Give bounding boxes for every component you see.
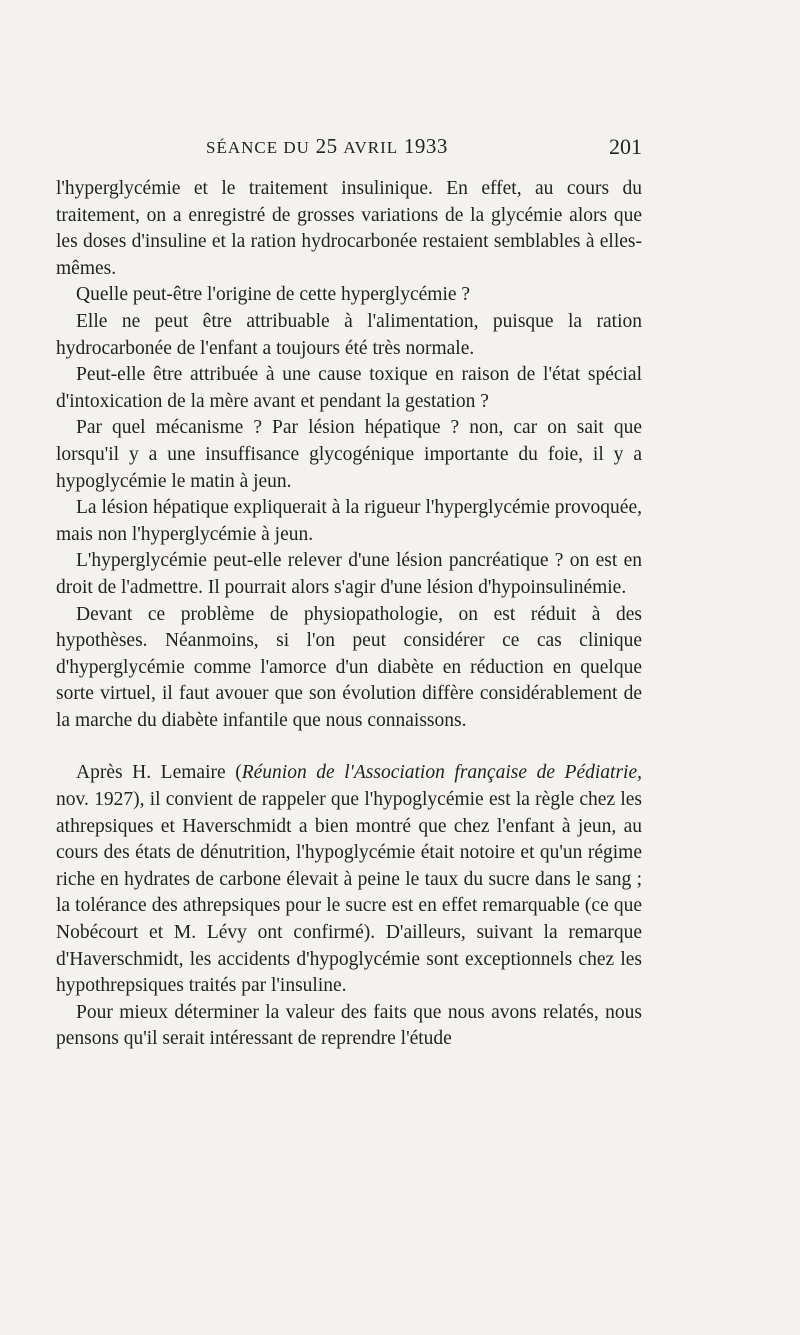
paragraph-final: Pour mieux déterminer la valeur des faits que nous avons relatés, nous pensons qu'il serait intéressant de reprendre l'étude (56, 1001, 642, 1050)
lemaire-citation: Réunion de l'Association française de Pédiatrie, (241, 762, 642, 784)
paragraph-continuation: l'hyperglycémie et le traitement insulinique. En effet, au cours du traitement, on a enregistré de grosses variations de la glycémie alors que les doses d'insuline et la ration hydrocarbonée restaient semblables à elles-mêmes. (56, 178, 642, 279)
lemaire-after: nov. 1927), il convient de rappeler que l'hypoglycémie est la règle chez les athrepsiques et Haverschmidt a bien montré que chez l'enfant à jeun, au cours des états de dénutrition, l'hypoglycémie était notoire et qu'un régime riche en hydrates de carbone élevait à peine le taux du sucre dans le sang ; la tolérance des athrepsiques pour le sucre est en effet remarquable (ce que Nobécourt et M. Lévy ont confirmé). D'ailleurs, suivant la remarque d'Haverschmidt, les accidents d'hypoglycémie sont exceptionnels chez les hypothrepsiques traités par l'insuline. (56, 789, 642, 997)
running-head-month: AVRIL (343, 138, 399, 157)
paragraph: Quelle peut-être l'origine de cette hyperglycémie ? (76, 284, 471, 306)
paragraph-lemaire (56, 760, 642, 999)
paragraph: Par quel mécanisme ? Par lésion hépatique ? non, car on sait que lorsqu'il y a une insuffisance glycogénique importante du foie, il y a hypoglycémie le matin à jeun. (56, 417, 642, 492)
page-number: 201 (609, 134, 642, 159)
paragraph: La lésion hépatique expliquerait à la rigueur l'hyperglycémie provoquée, mais non l'hyperglycémie à jeun. (56, 497, 642, 545)
lemaire-before: Après H. Lemaire ( (76, 762, 242, 784)
paragraph: Devant ce problème de physiopathologie, on est réduit à des hypothèses. Néanmoins, si l'on peut considérer ce cas clinique d'hyperglycémie comme l'amorce d'un diabète en réduction en quelque sorte virtuel, il faut avouer que son évolution diffère considérablement de la marche du diabète infantile que nous connaissons. (56, 603, 642, 731)
running-head-year: 1933 (403, 134, 448, 158)
paragraph: Elle ne peut être attribuable à l'alimentation, puisque la ration hydrocarbonée de l'enfant a toujours été très normale. (56, 310, 642, 359)
page-header (56, 134, 642, 164)
body-text (56, 176, 642, 1053)
paragraph: L'hyperglycémie peut-elle relever d'une lésion pancréatique ? on est en droit de l'admettre. Il pourrait alors s'agir d'une lésion d'hypoinsulinémie. (56, 550, 642, 598)
running-head-day: 25 (315, 134, 338, 158)
paragraph: Peut-elle être attribuée à une cause toxique en raison de l'état spécial d'intoxication de la mère avant et pendant la gestation ? (56, 364, 642, 412)
running-head-seance: SÉANCE DU (206, 138, 310, 157)
running-head (206, 134, 448, 159)
